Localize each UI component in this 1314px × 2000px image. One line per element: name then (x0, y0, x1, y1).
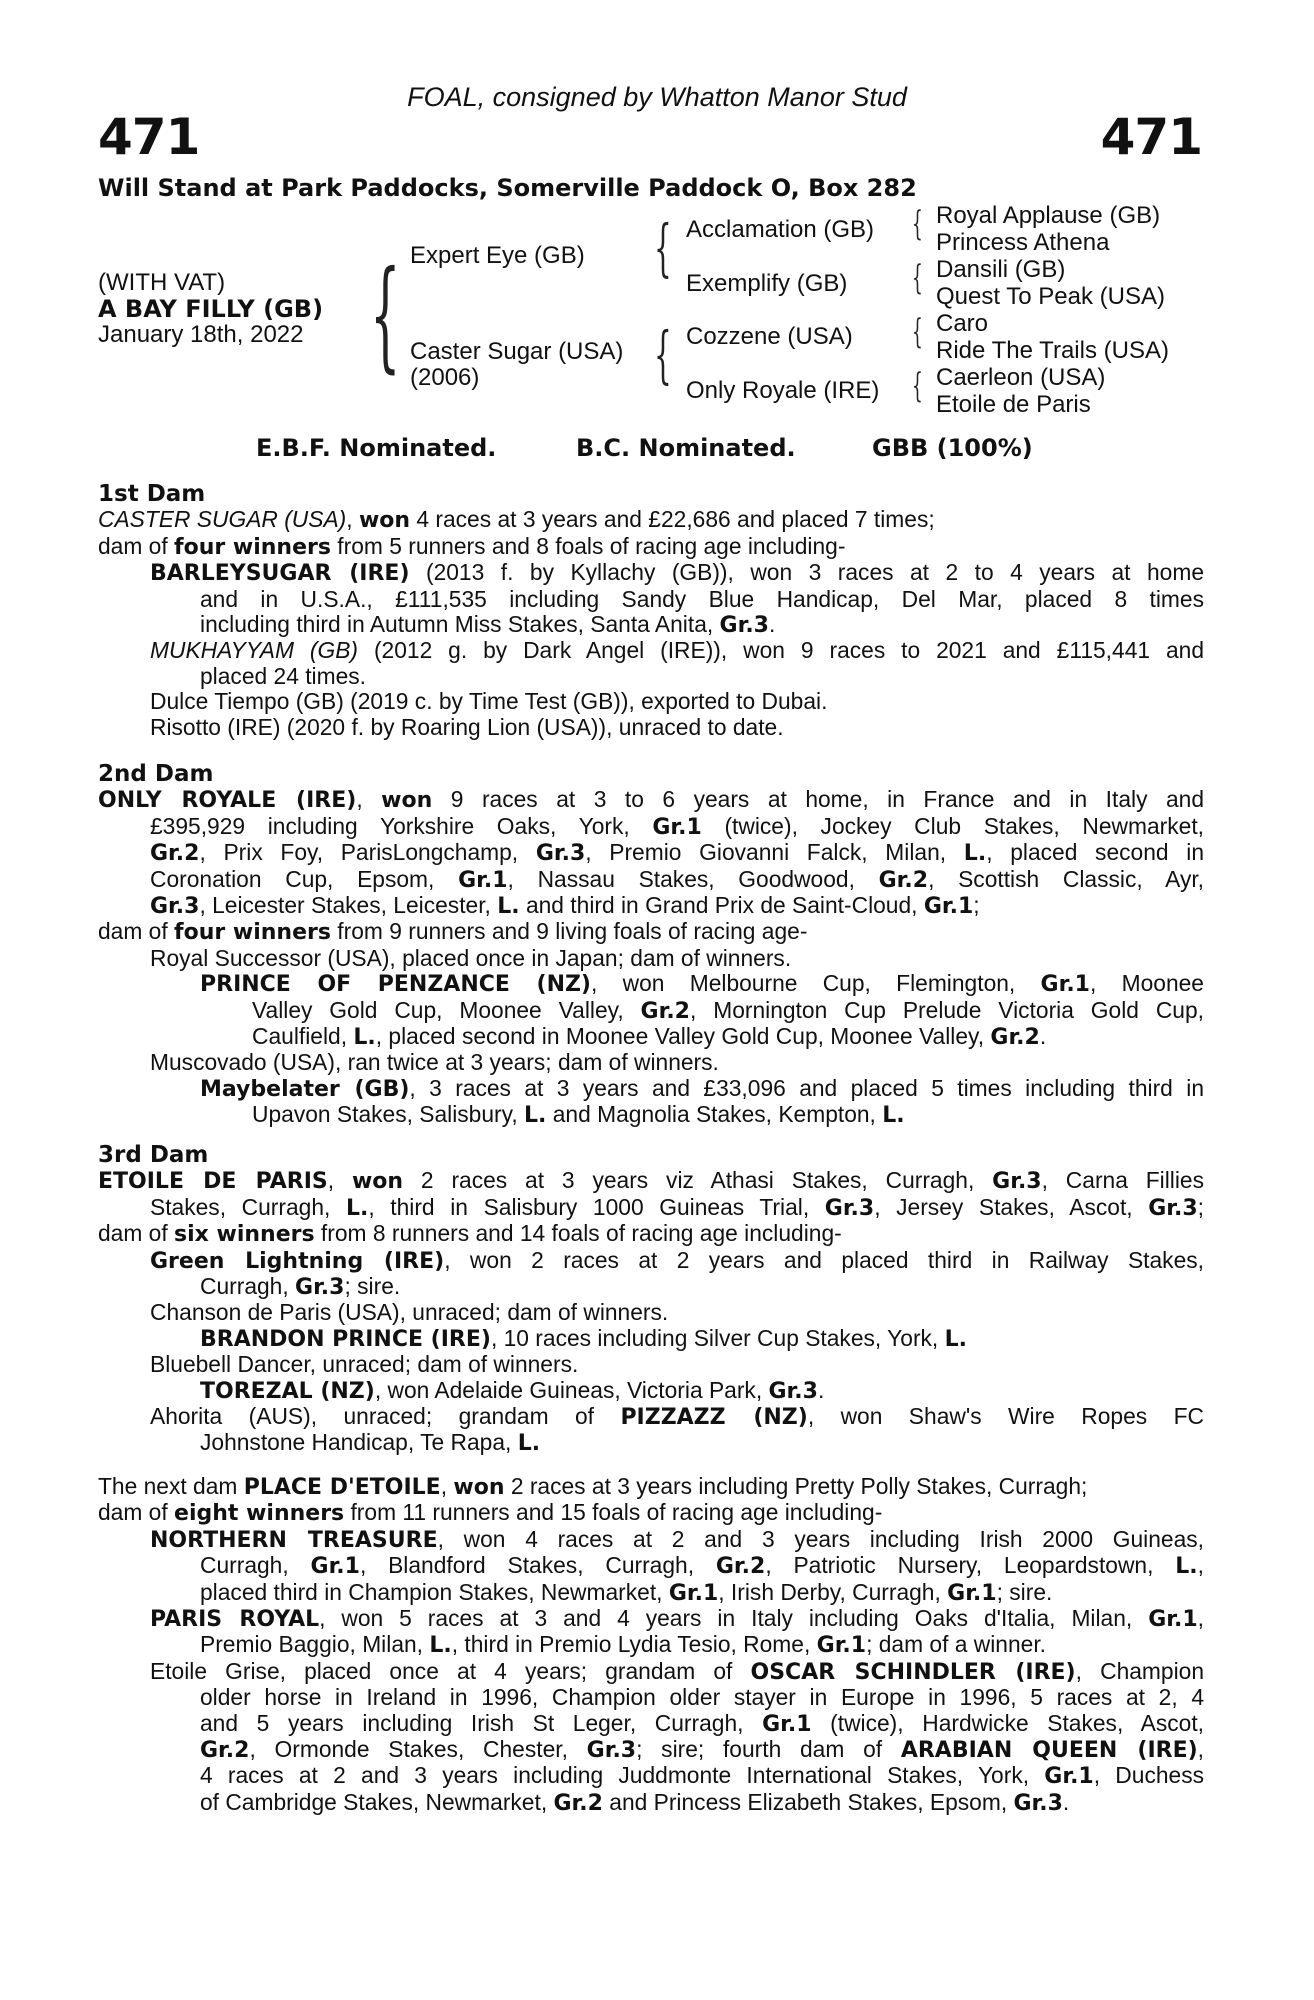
text: , (1197, 1605, 1204, 1632)
second-dam-produce-line (98, 919, 1204, 945)
consignment-line: FOAL, consigned by Whatton Manor Stud (407, 82, 907, 112)
grade: Gr.1 (762, 1711, 812, 1737)
grade: Gr.3 (150, 894, 200, 920)
text: and 5 years including Irish St Leger, Curragh, (200, 1709, 763, 1736)
offspring-line (98, 1790, 1204, 1816)
third-dam-heading: 3rd Dam (98, 1142, 209, 1168)
text: , Leicester Stakes, Leicester, (199, 892, 498, 919)
grade: Gr.3 (719, 613, 769, 639)
offspring-line (98, 1606, 1204, 1632)
grand-offspring-line (98, 1326, 1204, 1352)
text: , third in Premio Lydia Tesio, Rome, (451, 1631, 817, 1658)
text: , (1197, 1552, 1204, 1579)
offspring-line (98, 1659, 1204, 1685)
grade: L. (345, 1195, 369, 1221)
grade: Gr.1 (1044, 1764, 1094, 1790)
text: from 5 runners and 8 foals of racing age including- (330, 532, 846, 559)
text: ; (973, 892, 980, 919)
text: Stakes, Curragh, (150, 1193, 346, 1220)
grade: Gr.1 (816, 1633, 867, 1659)
next-dam-produce-line (98, 1500, 1204, 1526)
offspring-line: Royal Successor (USA), placed once in Japan; dam of winners. (150, 944, 792, 971)
offspring-line (98, 1580, 1204, 1606)
text: from 9 runners and 9 living foals of racing age- (330, 918, 808, 945)
text: , won 4 races at 2 and 3 years including Irish 2000 Guineas, (437, 1525, 1204, 1552)
text: , Mornington Cup Prelude Victoria Gold Cup, (689, 996, 1204, 1023)
offspring-line: older horse in Ireland in 1996, Champion older stayer in Europe in 1996, 5 races at 2, 4 (200, 1684, 1204, 1711)
pedigree-brace-g4: { (912, 366, 923, 406)
text: Curragh, (200, 1273, 296, 1300)
text: , (356, 786, 382, 813)
won-label: won (358, 508, 411, 534)
stand-info: Will Stand at Park Paddocks, Somerville Paddock O, Box 282 (98, 174, 917, 202)
offspring-line: Chanson de Paris (USA), unraced; dam of winners. (150, 1299, 669, 1326)
dam-year: (2006) (410, 364, 480, 391)
text: and third in Grand Prix de Saint-Cloud, (519, 892, 924, 919)
text: (twice), Jockey Club Stakes, Newmarket, (701, 812, 1204, 839)
text: . (1062, 1788, 1070, 1815)
grand-offspring-line (98, 1076, 1204, 1102)
text: from 8 runners and 14 foals of racing age including- (314, 1220, 842, 1247)
offspring-line (98, 1763, 1204, 1789)
grade: Gr.2 (878, 867, 929, 893)
grade: Gr.3 (535, 841, 586, 867)
text: , 10 races including Silver Cup Stakes, York, (490, 1324, 945, 1351)
ancestor-2: Princess Athena (936, 229, 1110, 256)
text: , placed second in (986, 839, 1204, 866)
offspring-line (98, 1632, 1204, 1658)
won-label: won (351, 1169, 404, 1195)
record-line (98, 840, 1204, 866)
offspring-name: TOREZAL (NZ) (200, 1378, 375, 1404)
text: , (346, 506, 359, 533)
text: 4 races at 2 and 3 years including Juddmonte International Stakes, York, (200, 1762, 1045, 1789)
next-dam-line (98, 1474, 1204, 1500)
offspring-line (98, 1527, 1204, 1553)
grade: L. (882, 1103, 905, 1129)
pedigree-brace-g1: { (912, 204, 923, 244)
second-dam-section (98, 762, 1204, 1129)
grade: L. (517, 1431, 541, 1457)
first-dam-heading: 1st Dam (98, 481, 206, 507)
text: , Prix Foy, ParisLongchamp, (199, 839, 536, 866)
text: Premio Baggio, Milan, (200, 1631, 430, 1658)
text: , won Adelaide Guineas, Victoria Park, (374, 1376, 769, 1403)
grade: Gr.2 (553, 1790, 603, 1816)
first-dam-line (98, 507, 1204, 533)
record-line (98, 867, 1204, 893)
offspring-name: PRINCE OF PENZANCE (NZ) (200, 972, 591, 998)
offspring-line (98, 1274, 1204, 1300)
text: , (440, 1473, 454, 1499)
dam-name: PLACE D'ETOILE (243, 1475, 441, 1500)
offspring-name: BARLEYSUGAR (IRE) (150, 561, 410, 587)
offspring-line: Risotto (IRE) (2020 f. by Roaring Lion (USA)), unraced to date. (150, 713, 784, 740)
grade: L. (524, 1103, 547, 1129)
dam-name: CASTER SUGAR (USA) (98, 506, 347, 533)
text: (twice), Hardwicke Stakes, Ascot, (811, 1709, 1204, 1736)
grade: Gr.2 (200, 1738, 250, 1764)
text: , (1197, 1736, 1204, 1763)
text: . (1039, 1023, 1047, 1050)
record-line (98, 893, 1204, 919)
grand-offspring-line (98, 1024, 1204, 1050)
text: dam of (98, 1220, 175, 1247)
first-dam-section (98, 482, 1204, 740)
text: and Magnolia Stakes, Kempton, (546, 1101, 883, 1128)
offspring-name: Maybelater (GB) (200, 1076, 410, 1102)
text: dam of (98, 532, 175, 559)
text: . (817, 1376, 825, 1403)
text: , won 5 races at 3 and 4 years in Italy including Oaks d'Italia, Milan, (319, 1605, 1149, 1632)
grade: Gr.3 (768, 1378, 818, 1404)
grand-offspring-line (98, 1378, 1204, 1404)
sire-dam: Exemplify (GB) (686, 270, 848, 297)
offspring-name: PARIS ROYAL (150, 1607, 320, 1633)
grand-offspring-line (98, 1102, 1204, 1128)
text: , Carna Fillies (1041, 1167, 1205, 1194)
text: ; sire. (996, 1578, 1053, 1605)
text: Caulfield, (252, 1023, 354, 1050)
pedigree-brace-main: { (370, 246, 401, 385)
text: ; (1197, 1193, 1204, 1220)
grade: Gr.3 (1148, 1195, 1198, 1221)
text: , Nassau Stakes, Goodwood, (507, 865, 879, 892)
text: , Patriotic Nursery, Leopardstown, (765, 1552, 1176, 1579)
text: Ahorita (AUS), unraced; grandam of (150, 1403, 621, 1430)
grade: Gr.2 (640, 998, 690, 1024)
dam-dam: Only Royale (IRE) (686, 377, 880, 404)
offspring-line (98, 1404, 1204, 1430)
grade: Gr.2 (715, 1554, 766, 1580)
offspring-line (98, 1553, 1204, 1579)
lot-number-left: 471 (98, 108, 200, 166)
gbb-status: GBB (100%) (872, 434, 1033, 462)
text: and Princess Elizabeth Stakes, Epsom, (602, 1788, 1014, 1815)
text: ; dam of a winner. (866, 1631, 1047, 1658)
text: , Champion (1075, 1657, 1205, 1684)
text: Valley Gold Cup, Moonee Valley, (252, 996, 641, 1023)
grand-offspring-line (98, 971, 1204, 997)
offspring-line: and in U.S.A., £111,535 including Sandy Blue Handicap, Del Mar, placed 8 times (200, 585, 1204, 612)
grade: L. (353, 1025, 376, 1051)
grade: Gr.1 (1148, 1607, 1198, 1633)
dam-name: ONLY ROYALE (IRE) (98, 788, 357, 814)
text: including third in Autumn Miss Stakes, Santa Anita, (200, 611, 720, 638)
grade: Gr.1 (947, 1580, 997, 1606)
text: 9 races at 3 to 6 years at home, in France and in Italy and (432, 786, 1204, 813)
grade: Gr.1 (1040, 972, 1090, 998)
text: , won 2 races at 2 years and placed third in Railway Stakes, (444, 1246, 1204, 1273)
offspring-name: NORTHERN TREASURE (150, 1527, 438, 1553)
text: The next dam (98, 1473, 244, 1499)
pedigree-brace-dam: { (654, 318, 672, 391)
text: £395,929 including Yorkshire Oaks, York, (150, 812, 653, 839)
bc-nomination: B.C. Nominated. (576, 434, 796, 462)
text: Johnstone Handicap, Te Rapa, (200, 1429, 518, 1456)
text: , placed second in Moonee Valley Gold Cup, Moonee Valley, (375, 1023, 991, 1050)
text: , Premio Giovanni Falck, Milan, (585, 839, 964, 866)
first-dam-produce-line (98, 534, 1204, 560)
second-dam-heading: 2nd Dam (98, 761, 214, 787)
offspring-line: Bluebell Dancer, unraced; dam of winners. (150, 1351, 579, 1378)
text: , won Melbourne Cup, Flemington, (591, 970, 1041, 997)
text: Upavon Stakes, Salisbury, (252, 1101, 525, 1128)
winners-count: eight winners (174, 1501, 345, 1527)
text: , Ormonde Stakes, Chester, (249, 1736, 587, 1763)
text: , Duchess (1093, 1762, 1204, 1789)
offspring-line: Dulce Tiempo (GB) (2019 c. by Time Test (GB)), exported to Dubai. (150, 688, 828, 715)
offspring-name: Green Lightning (IRE) (150, 1248, 445, 1274)
won-label: won (453, 1475, 505, 1500)
text: , Jersey Stakes, Ascot, (874, 1193, 1149, 1220)
next-dam-section (98, 1474, 1204, 1816)
third-dam-produce-line (98, 1221, 1204, 1247)
text: of Cambridge Stakes, Newmarket, (200, 1788, 554, 1815)
offspring-name: ARABIAN QUEEN (IRE) (900, 1738, 1198, 1764)
grade: L. (1175, 1554, 1198, 1580)
ebf-nomination: E.B.F. Nominated. (256, 434, 497, 462)
ancestor-7: Caerleon (USA) (936, 364, 1106, 391)
record-line (98, 814, 1204, 840)
text: Curragh, (200, 1552, 311, 1579)
text: 4 races at 3 years and £22,686 and placed 7 times; (410, 506, 935, 533)
winners-count: six winners (174, 1222, 315, 1248)
offspring-line (98, 1737, 1204, 1763)
grade: Gr.1 (458, 867, 508, 893)
offspring-name: BRANDON PRINCE (IRE) (200, 1326, 491, 1352)
grade: L. (963, 841, 987, 867)
text: , won Shaw's Wire Ropes FC (807, 1403, 1204, 1430)
text: (2013 f. by Kyllachy (GB)), won 3 races at 2 to 4 years at home (409, 559, 1204, 586)
ancestor-5: Caro (936, 310, 989, 337)
grade: Gr.3 (992, 1169, 1042, 1195)
offspring-name: MUKHAYYAM (GB) (150, 637, 359, 664)
offspring-line (98, 1711, 1204, 1737)
vat-note: (WITH VAT) (98, 269, 226, 296)
text: . (768, 611, 776, 638)
ancestor-1: Royal Applause (GB) (936, 202, 1161, 229)
grade: Gr.1 (652, 814, 702, 840)
grade: Gr.3 (824, 1195, 875, 1221)
grade: Gr.1 (310, 1554, 360, 1580)
ancestor-6: Ride The Trails (USA) (936, 337, 1169, 364)
dam-name: ETOILE DE PARIS (98, 1169, 328, 1195)
pedigree-brace-g3: { (912, 312, 923, 352)
text: (2012 g. by Dark Angel (IRE)), won 9 races to 2021 and £115,441 and (358, 637, 1205, 664)
offspring-line: Muscovado (USA), ran twice at 3 years; dam of winners. (150, 1049, 719, 1076)
grade: Gr.3 (586, 1738, 637, 1764)
dam-sire: Cozzene (USA) (686, 323, 853, 350)
dam: Caster Sugar (USA) (410, 338, 624, 365)
winners-count: four winners (174, 534, 331, 560)
sire-sire: Acclamation (GB) (686, 216, 875, 243)
text: Coronation Cup, Epsom, (150, 865, 459, 892)
offspring-name: PIZZAZZ (NZ) (620, 1405, 808, 1431)
text: from 11 runners and 15 foals of racing age including- (344, 1499, 883, 1526)
record-line (98, 1195, 1204, 1221)
ancestor-3: Dansili (GB) (936, 256, 1066, 283)
text: dam of (98, 918, 175, 945)
text: 2 races at 3 years including Pretty Polly Stakes, Curragh; (504, 1473, 1088, 1499)
grade: Gr.1 (923, 894, 974, 920)
offspring-line (98, 1430, 1204, 1456)
text: Etoile Grise, placed once at 4 years; grandam of (150, 1657, 751, 1684)
grade: L. (429, 1633, 452, 1659)
grade: Gr.2 (990, 1025, 1040, 1051)
offspring-line (98, 1248, 1204, 1274)
pedigree-brace-sire: { (654, 211, 672, 284)
grade: Gr.3 (1013, 1790, 1063, 1816)
grade: Gr.1 (668, 1580, 719, 1606)
text: ; sire; fourth dam of (636, 1736, 901, 1763)
foaling-date: January 18th, 2022 (98, 321, 304, 348)
lot-number-right: 471 (1100, 108, 1202, 166)
grade: L. (944, 1326, 967, 1352)
offspring-line (98, 638, 1204, 663)
third-dam-section (98, 1143, 1204, 1457)
third-dam-line (98, 1168, 1204, 1194)
text: , 3 races at 3 years and £33,096 and placed 5 times including third in (409, 1074, 1204, 1101)
pedigree-brace-g2: { (912, 258, 923, 298)
text: , Moonee (1089, 970, 1204, 997)
ancestor-8: Etoile de Paris (936, 391, 1091, 418)
winners-count: four winners (174, 920, 331, 946)
text: ; sire. (344, 1273, 401, 1300)
offspring-name: OSCAR SCHINDLER (IRE) (750, 1659, 1076, 1685)
text: placed third in Champion Stakes, Newmarket, (200, 1578, 669, 1605)
grade: L. (497, 894, 520, 920)
ancestor-4: Quest To Peak (USA) (936, 283, 1165, 310)
text: , Scottish Classic, Ayr, (928, 865, 1205, 892)
text: 2 races at 3 years viz Athasi Stakes, Curragh, (403, 1167, 993, 1194)
grand-offspring-line (98, 998, 1204, 1024)
horse-description: A BAY FILLY (GB) (98, 295, 324, 323)
text: , Irish Derby, Curragh, (718, 1578, 948, 1605)
offspring-line (98, 560, 1204, 586)
text: , Blandford Stakes, Curragh, (359, 1552, 716, 1579)
won-label: won (381, 788, 433, 814)
grade: Gr.2 (150, 841, 200, 867)
text: , third in Salisbury 1000 Guineas Trial, (368, 1193, 825, 1220)
offspring-line: placed 24 times. (200, 662, 367, 689)
text: , (327, 1167, 352, 1194)
text: dam of (98, 1499, 175, 1526)
offspring-line (98, 612, 1204, 638)
second-dam-line (98, 787, 1204, 813)
grade: Gr.3 (295, 1275, 345, 1301)
sire: Expert Eye (GB) (410, 242, 585, 269)
